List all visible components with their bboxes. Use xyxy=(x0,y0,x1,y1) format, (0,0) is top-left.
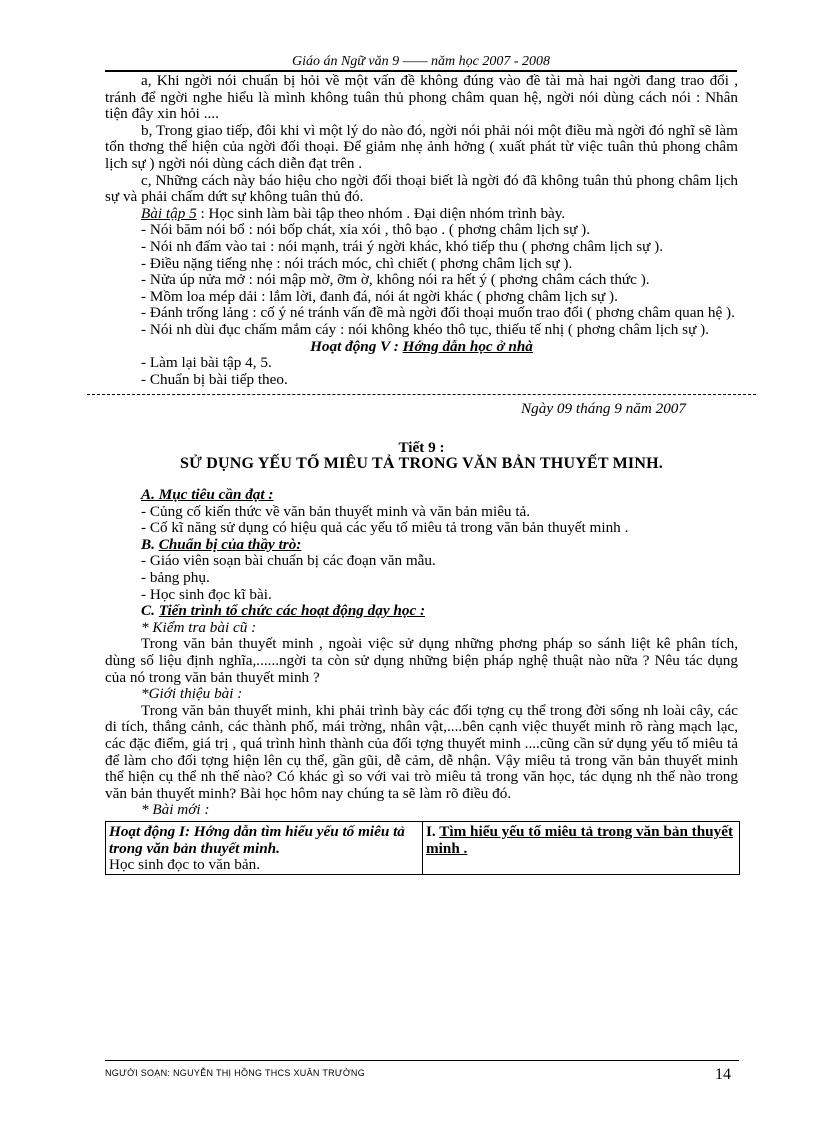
intro-heading: *Giới thiệu bài : xyxy=(141,685,243,703)
section-a-item: - Cố kĩ năng sử dụng có hiệu quả các yếu tố miêu tả trong văn bản thuyết minh . xyxy=(141,519,629,537)
section-b-heading xyxy=(105,537,738,554)
content-cell xyxy=(423,821,740,874)
exercise-5-label: Bài tập 5 xyxy=(141,204,197,222)
paragraph-c: c, Những cách này báo hiệu cho ngời đối thoại biết là ngời đó đã không tuân thủ phong châm lịch sự và phải chấm dứt sự không tuân thủ đó. xyxy=(105,171,738,206)
exercise-5 xyxy=(105,206,738,223)
list-item: - Nửa úp nửa mở : nói mập mờ, ỡm ờ, không nói ra hết ý ( phơng châm cách thức ). xyxy=(141,271,650,289)
list-item: - Nói nh dùi đục chấm mắm cáy : nói không khéo thô tục, thiếu tế nhị ( phơng châm lịch sự ). xyxy=(141,320,709,338)
lesson-date: Ngày 09 tháng 9 năm 2007 xyxy=(521,400,686,418)
section-a-item: - Củng cố kiến thức về văn bản thuyết minh và văn bản miêu tả. xyxy=(141,502,531,520)
review-heading: * Kiểm tra bài cũ : xyxy=(141,618,257,636)
homework-1: - Làm lại bài tập 4, 5. xyxy=(141,354,272,372)
activity-5-prefix: Hoạt động V : xyxy=(310,337,403,355)
section-c-heading xyxy=(105,603,738,620)
activity-5-title: Hớng dẫn học ở nhà xyxy=(402,337,533,355)
activity-table xyxy=(105,821,740,875)
activity-5-heading xyxy=(105,339,738,356)
document-body xyxy=(105,73,738,875)
section-divider xyxy=(87,394,756,395)
content-title: Tìm hiểu yếu tố miêu tả trong văn bản thuyết minh . xyxy=(426,822,734,857)
list-item: - Điều nặng tiếng nhẹ : nói trách móc, chì chiết ( phơng châm lịch sự ). xyxy=(141,254,573,272)
activity-cell xyxy=(106,821,423,874)
section-b-item: - Học sinh đọc kĩ bài. xyxy=(141,585,272,603)
list-item: - Mồm loa mép dải : lắm lời, đanh đá, nói át ngời khác ( phơng châm lịch sự ). xyxy=(141,287,618,305)
section-a-heading: A. Mục tiêu cần đạt : xyxy=(141,486,274,504)
section-b-item: - Giáo viên soạn bài chuẩn bị các đoạn văn mẫu. xyxy=(141,552,436,570)
activity-1-title: Hoạt động I: Hớng dẫn tìm hiểu yếu tố miêu tả trong văn bản thuyết minh. xyxy=(109,822,405,857)
new-lesson-heading: * Bài mới : xyxy=(141,801,210,819)
activity-1-text: Học sinh đọc to văn bản. xyxy=(109,856,260,874)
list-item: - Đánh trống lảng : cố ý né tránh vấn đề mà ngời đối thoại muốn trao đổi ( phơng châm quan hệ ). xyxy=(141,304,735,322)
exercise-5-text: : Học sinh làm bài tập theo nhóm . Đại diện nhóm trình bày. xyxy=(196,204,566,222)
list-item: - Nói nh đấm vào tai : nói mạnh, trái ý ngời khác, khó tiếp thu ( phơng châm lịch sự ). xyxy=(141,237,664,255)
list-item: - Nói băm nói bổ : nói bốp chát, xỉa xói , thô bạo . ( phơng châm lịch sự ). xyxy=(141,221,591,239)
page-number: 14 xyxy=(715,1066,731,1083)
section-b-prefix: B. xyxy=(141,535,159,553)
page-header: Giáo án Ngữ văn 9 —— năm học 2007 - 2008 xyxy=(105,54,737,72)
paragraph-b: b, Trong giao tiếp, đôi khi vì một lý do nào đó, ngời nói phải nói một điều mà ngời đó nghĩ sẽ làm tổn thơng thể hiện của ngời đối thoại. Để giảm nhẹ ảnh hởng ( xuất phát từ việc tuân thủ phong châm lịch sự ) ngời nói dùng cách diễn đạt trên . xyxy=(105,121,738,172)
section-b-label: Chuẩn bị của thầy trò: xyxy=(158,535,302,553)
paragraph-a: a, Khi ngời nói chuẩn bị hỏi về một vấn đề không đúng vào đề tài mà hai ngời đang trao đổi , tránh để ngời nghe hiểu là mình không tuân thủ phong châm quan hệ, ngời nói dùng cách nói : Nhân tiện đây xin hỏi .... xyxy=(105,72,738,123)
review-text: Trong văn bản thuyết minh , ngoài việc sử dụng những phơng pháp so sánh liệt kê phân tích, dùng số liệu định nghĩa,......ngời ta còn sử dụng những biện pháp nghệ thuật nào nữa ? Nêu tác dụng của nó trong văn bản thuyết minh ? xyxy=(105,635,738,686)
section-b-item: - bảng phụ. xyxy=(141,569,210,587)
table-row xyxy=(106,821,740,874)
footer-author: NGƯỜI SOẠN: NGUYỄN THỊ HỒNG THCS XUÂN TRƯỜNG xyxy=(105,1068,366,1078)
footer-rule xyxy=(105,1060,739,1061)
lesson-title: SỬ DỤNG YẾU TỐ MIÊU TẢ TRONG VĂN BẢN THUYẾT MINH. xyxy=(180,455,663,473)
content-prefix: I. xyxy=(426,822,440,840)
homework-2: - Chuẩn bị bài tiếp theo. xyxy=(141,370,288,388)
intro-text: Trong văn bản thuyết minh, khi phải trình bày các đối tợng cụ thể trong đời sống nh loài cây, các di tích, thắng cảnh, các thành phố, mái trờng, nhân vật,....bên cạnh việc thuyết minh rõ ràng mạch lạc, các đặc điểm, giá trị , quá trình hình thành của đối tợng thuyết minh ....cũng cần sử dụng yếu tố miêu tả để làm cho đối tợng hiện lên cụ thể, gần gũi, dễ cảm, dễ nhận. Vậy miêu tả trong văn bản thuyết minh thể hiện cụ thể nh thế nào? Có khác gì so với vai trò miêu tả trong văn học, tác dụng nh thế nào trong văn bản thuyết minh? Bài học hôm nay chúng ta sẽ làm rõ điều đó. xyxy=(105,701,738,802)
section-c-prefix: C. xyxy=(141,602,159,620)
section-c-label: Tiến trình tổ chức các hoạt động dạy học : xyxy=(158,602,426,620)
lesson-number: Tiết 9 : xyxy=(398,438,445,456)
